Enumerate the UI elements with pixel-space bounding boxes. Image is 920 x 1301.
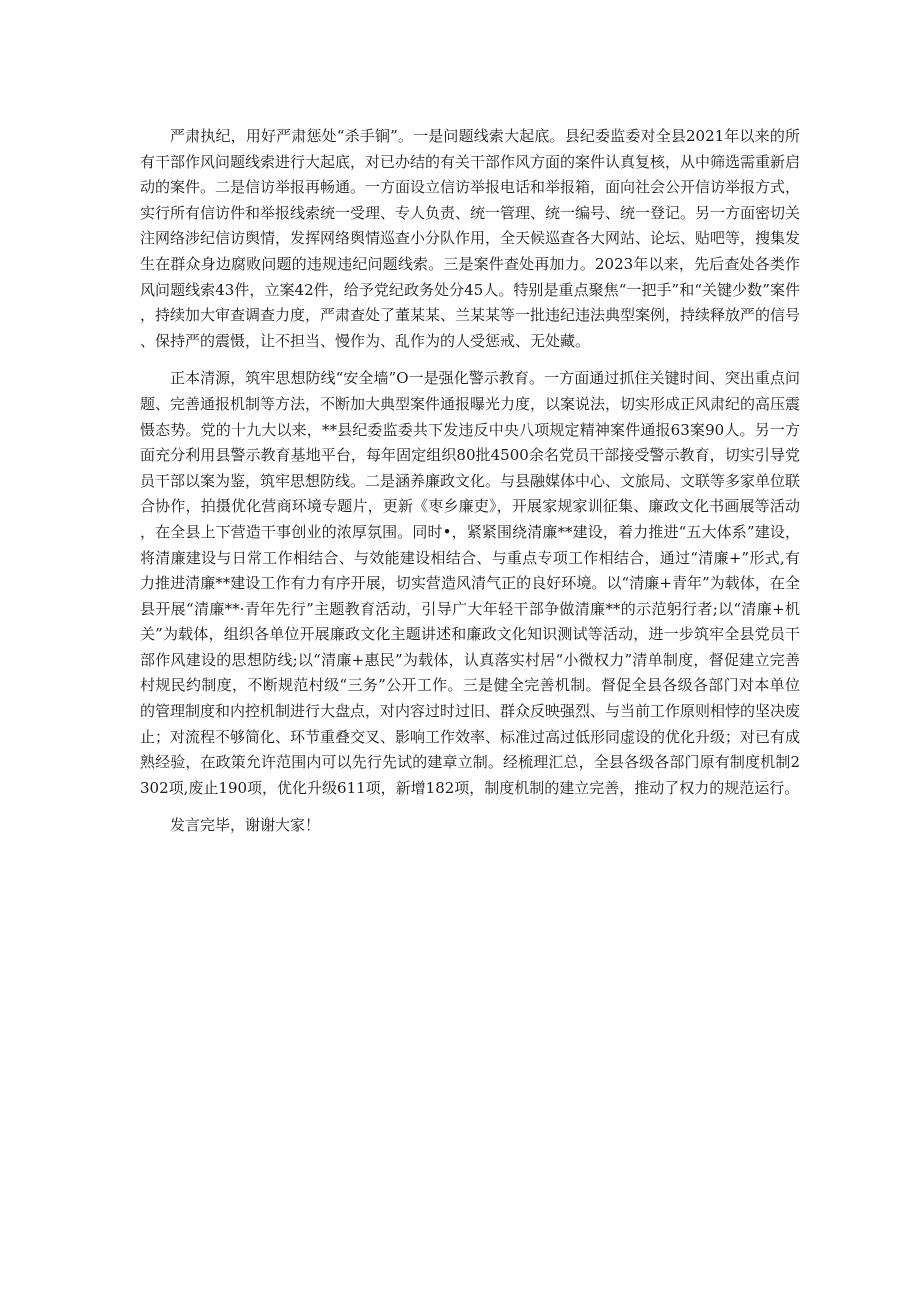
paragraph-ideological-defense: 正本清源，筑牢思想防线“安全墙”O一是强化警示教育。一方面通过抓住关键时间、突出重点问题、完善通报机制等方法，不断加大典型案件通报曝光力度，以案说法，切实形成正风肃纪的高压震慑态势。党的十九大以来，**县纪委监委共下发违反中央八项规定精神案件通报63案90人。另一方面充分利用县警示教育基地平台，每年固定组织80批4500余名党员干部接受警示教育，切实引导党员干部以案为鉴，筑牢思想防线。二是涵养廉政文化。与县融媒体中心、文旅局、文联等多家单位联合协作，拍摄优化营商环境专题片，更新《枣乡廉吏》，开展家规家训征集、廉政文化书画展等活动，在全县上下营造干事创业的浓厚氛围。同时•，紧紧围绕清廉**建设，着力推进“五大体系”建设，将清廉建设与日常工作相结合、与效能建设相结合、与重点专项工作相结合，通过“清廉+”形式,有力推进清廉**建设工作有力有序开展，切实营造风清气正的良好环境。以“清廉+青年”为载体，在全县开展“清廉**·青年先行”主题教育活动，引导广大年轻干部争做清廉**的示范躬行者;以“清廉+机关”为载体，组织各单位开展廉政文化主题讲述和廉政文化知识测试等活动，进一步筑牢全县党员干部作风建设的思想防线;以“清廉+惠民”为载体，认真落实村居“小微权力”清单制度，督促建立完善村规民约制度，不断规范村级“三务”公开工作。三是健全完善机制。督促全县各级各部门对本单位的管理制度和内控机制进行大盘点，对内容过时过旧、群众反映强烈、与当前工作原则相悖的坚决废止；对流程不够简化、环节重叠交叉、影响工作效率、标准过高过低形同虚设的优化升级；对已有成熟经验，在政策允许范围内可以先行先试的建章立制。经梳理汇总，全县各级各部门原有制度机制2302项,废止190项，优化升级611项，新增182项，制度机制的建立完善，推动了权力的规范运行。 xyxy=(140,369,801,797)
document-body xyxy=(140,124,800,839)
paragraph-closing-remarks: 发言完毕，谢谢大家！ xyxy=(170,816,321,835)
paragraph-strict-discipline: 严肃执纪，用好严肃惩处“杀手锏”。一是问题线索大起底。县纪委监委对全县2021年以来的所有干部作风问题线索进行大起底，对已办结的有关干部作风方面的案件认真复核，从中筛选需重新启动的案件。二是信访举报再畅通。一方面设立信访举报电话和举报箱，面向社会公开信访举报方式，实行所有信访件和举报线索统一受理、专人负责、统一管理、统一编号、统一登记。另一方面密切关注网络涉纪信访舆情，发挥网络舆情巡查小分队作用，全天候巡查各大网站、论坛、贴吧等，搜集发生在群众身边腐败问题的违规违纪问题线索。三是案件查处再加力。2023年以来，先后查处各类作风问题线索43件，立案42件，给予党纪政务处分45人。特别是重点聚焦“一把手”和“关键少数”案件，持续加大审查调查力度，严肃查处了董某某、兰某某等一批违纪违法典型案例，持续释放严的信号、保持严的震慑，让不担当、慢作为、乱作为的人受惩戒、无处藏。 xyxy=(140,127,801,350)
